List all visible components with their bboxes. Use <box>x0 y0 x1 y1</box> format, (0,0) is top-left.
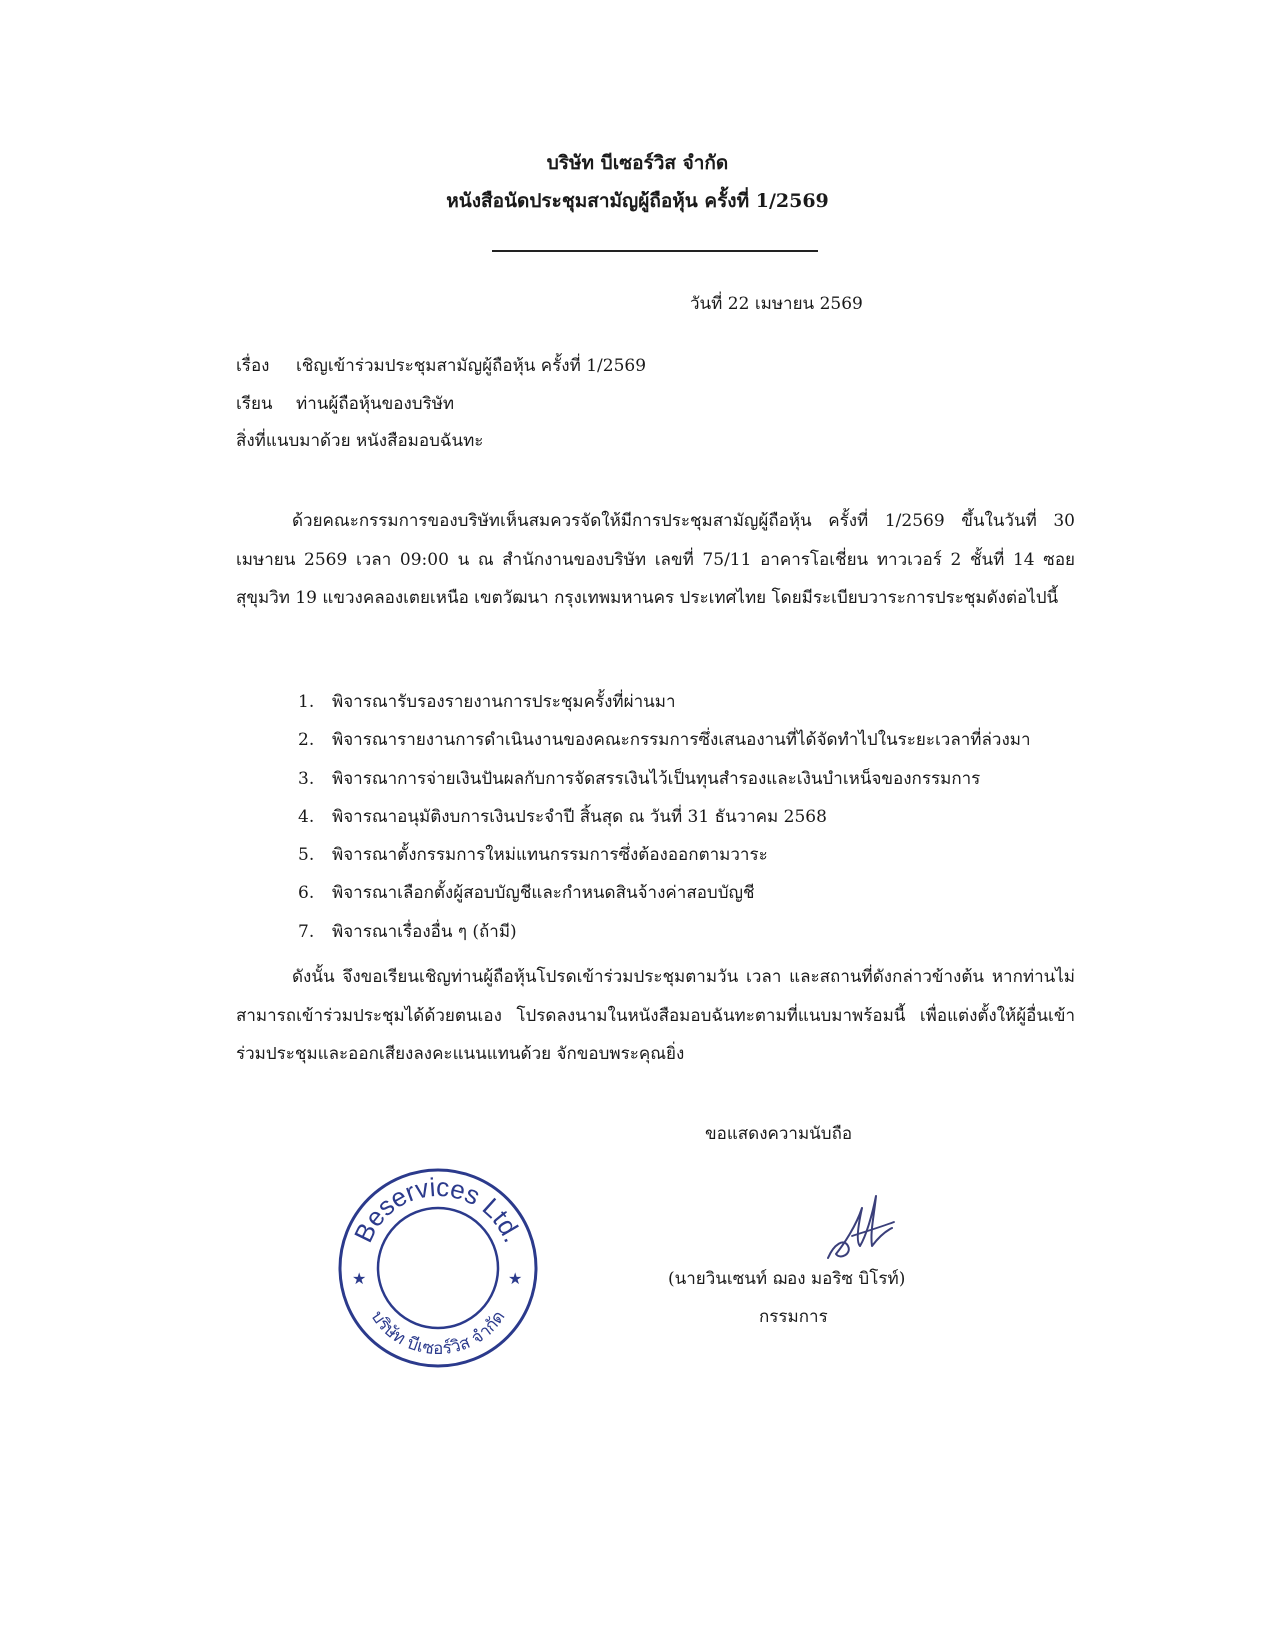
recipient-text: ท่านผู้ถือหุ้นของบริษัท <box>296 394 455 414</box>
agenda-text: พิจารณาการจ่ายเงินปันผลกับการจัดสรรเงินไว้เป็นทุนสำรองและเงินบำเหน็จของกรรมการ <box>332 768 981 789</box>
seal-top-text: Beservices Ltd. <box>347 1171 529 1247</box>
company-seal <box>336 1166 540 1370</box>
attachment-line: สิ่งที่แนบมาด้วย หนังสือมอบฉันทะ <box>236 431 484 451</box>
agenda-text: พิจารณาเลือกตั้งผู้สอบบัญชีและกำหนดสินจ้างค่าสอบบัญชี <box>332 883 755 904</box>
agenda-text: พิจารณาตั้งกรรมการใหม่แทนกรรมการซึ่งต้องออกตามวาระ <box>332 845 768 866</box>
agenda-number: 7. <box>298 921 315 942</box>
agenda-item <box>298 765 1031 803</box>
seal-inner-ring <box>378 1208 498 1328</box>
closing-text: ดังนั้น จึงขอเรียนเชิญท่านผู้ถือหุ้นโปรดเข้าร่วมประชุมตามวัน เวลา และสถานที่ดังกล่าวข้างต้น หากท่านไม่สามารถเข้าร่วมประชุมได้ด้วยตนเอง โปรดลงนามในหนังสือมอบฉันทะตามที่แนบมาพร้อมนี้ เพื่อแต่งตั้งให้ผู้อื่นเข้าร่วมประชุมและออกเสียงลงคะแนนแทนด้วย จักขอบพระคุณยิ่ง <box>236 967 1075 1064</box>
agenda-text: พิจารณาเรื่องอื่น ๆ (ถ้ามี) <box>332 921 517 942</box>
signer-name: (นายวินเซนท์ ฌอง มอริซ บิโรท์) <box>668 1269 906 1289</box>
document-title: หนังสือนัดประชุมสามัญผู้ถือหุ้น ครั้งที่ 1/2569 <box>446 190 829 212</box>
intro-paragraph <box>236 502 1075 618</box>
agenda-text: พิจารณาอนุมัติงบการเงินประจำปี สิ้นสุด ณ วันที่ 31 ธันวาคม 2568 <box>332 806 827 827</box>
agenda-number: 2. <box>298 730 315 751</box>
signer-position: กรรมการ <box>759 1307 828 1327</box>
agenda-number: 6. <box>298 883 315 904</box>
signoff: ขอแสดงความนับถือ <box>705 1124 853 1144</box>
agenda-text: พิจารณารายงานการดำเนินงานของคณะกรรมการซึ่งเสนองานที่ได้จัดทำไปในระยะเวลาที่ล่วงมา <box>332 730 1031 751</box>
agenda-item <box>298 879 1031 917</box>
company-name: บริษัท บีเซอร์วิส จำกัด <box>546 152 729 174</box>
agenda-item <box>298 841 1031 879</box>
agenda-item <box>298 803 1031 841</box>
closing-paragraph <box>236 958 1075 1074</box>
intro-text: ด้วยคณะกรรมการของบริษัทเห็นสมควรจัดให้มีการประชุมสามัญผู้ถือหุ้น ครั้งที่ 1/2569 ขึ้นในวันที่ 30 เมษายน 2569 เวลา 09:00 น ณ สำนักงานของบริษัท เลขที่ 75/11 อาคารโอเชี่ยน ทาวเวอร์ 2 ชั้นที่ 14 ซอยสุขุมวิท 19 แขวงคลองเตยเหนือ เขตวัฒนา กรุงเทพมหานคร ประเทศไทย โดยมีระเบียบวาระการประชุมดังต่อไปนี้ <box>236 511 1075 608</box>
title-underline <box>492 250 818 252</box>
agenda-text: พิจารณารับรองรายงานการประชุมครั้งที่ผ่านมา <box>332 692 676 712</box>
agenda-item <box>298 688 1031 726</box>
agenda-list <box>298 688 1031 956</box>
agenda-number: 1. <box>298 692 315 712</box>
seal-star-icon: ★ <box>508 1269 523 1288</box>
subject-label: เรื่อง <box>236 356 270 376</box>
document-date: วันที่ 22 เมษายน 2569 <box>690 294 863 314</box>
subject-text: เชิญเข้าร่วมประชุมสามัญผู้ถือหุ้น ครั้งที่ 1/2569 <box>296 356 647 376</box>
agenda-number: 5. <box>298 845 315 866</box>
recipient-label: เรียน <box>236 394 273 414</box>
seal-bottom-text: บริษัท บีเซอร์วิส จำกัด <box>366 1307 510 1360</box>
agenda-number: 4. <box>298 806 315 827</box>
agenda-item <box>298 726 1031 764</box>
agenda-item <box>298 918 1031 956</box>
agenda-number: 3. <box>298 768 315 789</box>
seal-star-icon: ★ <box>352 1269 367 1288</box>
signature-mark <box>822 1186 902 1276</box>
